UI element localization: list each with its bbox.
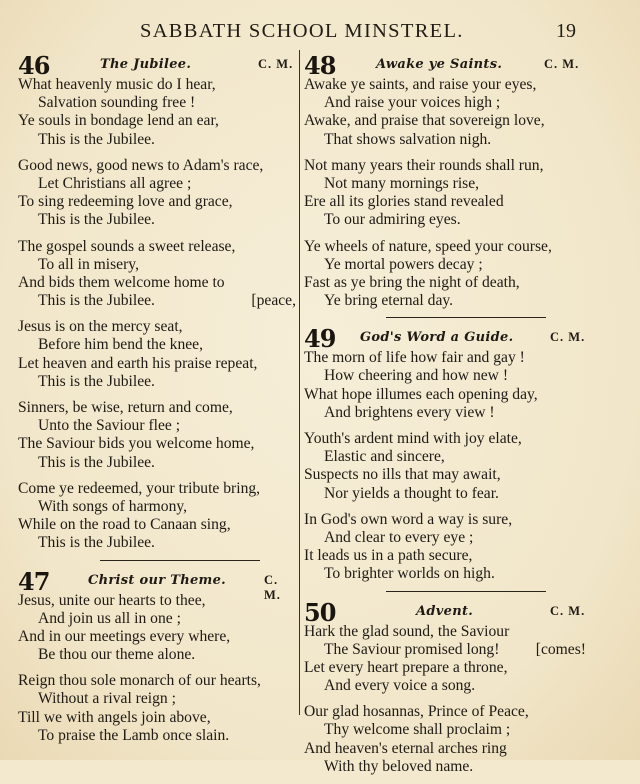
verse-line: Sinners, be wise, return and come, <box>18 399 233 416</box>
verse-line: Awake ye saints, and raise your eyes, <box>304 76 537 93</box>
stanza <box>304 511 586 584</box>
verse-line: Salvation sounding free ! <box>38 94 196 112</box>
verse-line: This is the Jubilee. <box>38 453 155 471</box>
verse-line: While on the road to Canaan sing, <box>18 516 231 534</box>
verse-line: Fast as ye bring the night of death, <box>304 273 520 291</box>
hymn-number: 46 <box>18 51 50 80</box>
hymn-number: 47 <box>18 566 50 596</box>
verse-line-with-turnover <box>304 641 586 659</box>
verse-line: To sing redeeming love and grace, <box>18 193 233 211</box>
stanza <box>18 76 296 149</box>
right-column <box>304 52 586 784</box>
stanza <box>304 349 586 422</box>
verse-line: It leads us in a path secure, <box>304 547 473 565</box>
verse-line: Awake, and praise that sovereign love, <box>304 112 545 130</box>
stanza <box>18 672 296 745</box>
verse-line: And heaven's eternal arches ring <box>304 739 507 757</box>
verse-line: Without a rival reign ; <box>38 690 176 708</box>
verse-line: Ye mortal powers decay ; <box>324 255 483 273</box>
hymn-title: Advent. <box>416 603 474 619</box>
left-column <box>18 52 296 753</box>
verse-line: In God's own word a way is sure, <box>304 510 513 528</box>
hymn-number: 48 <box>304 51 336 80</box>
verse-line: Be thou our theme alone. <box>38 646 196 664</box>
verse-line: Come ye redeemed, your tribute bring, <box>18 479 261 497</box>
hymn-separator <box>386 317 546 318</box>
page-number: 19 <box>556 20 576 42</box>
stanza <box>18 592 296 665</box>
verse-line: To praise the Lamb once slain. <box>38 726 230 744</box>
verse-text: The Saviour promised long! <box>324 640 500 658</box>
verse-line: The gospel sounds a sweet release, <box>18 237 236 255</box>
verse-line: Ere all its glories stand revealed <box>304 193 504 211</box>
stanza <box>18 157 296 230</box>
stanza <box>18 399 296 472</box>
verse-line: Good news, good news to Adam's race, <box>18 156 264 174</box>
verse-line: What hope illumes each opening day, <box>304 385 538 403</box>
verse-line: Let every heart prepare a throne, <box>304 658 508 676</box>
verse-line: With thy beloved name. <box>324 757 474 775</box>
verse-line: Not many years their rounds shall run, <box>304 156 544 174</box>
verse-line: Thy welcome shall proclaim ; <box>324 721 511 739</box>
verse-line: With songs of harmony, <box>38 497 188 515</box>
verse-line: Till we with angels join above, <box>18 708 211 726</box>
running-title: SABBATH SCHOOL MINSTREL. <box>140 20 464 42</box>
hymn-number: 49 <box>304 324 336 354</box>
hymn-49 <box>304 325 586 583</box>
verse-line: Let Christians all agree ; <box>38 174 192 192</box>
verse-line: The Saviour bids you welcome home, <box>18 435 255 453</box>
stanza <box>18 480 296 553</box>
hymn-separator <box>386 591 546 592</box>
column-divider <box>299 50 300 715</box>
stanza <box>304 238 586 311</box>
verse-line: This is the Jubilee. <box>38 534 155 552</box>
verse-line: Unto the Saviour flee ; <box>38 417 181 435</box>
verse-line: Jesus is on the mercy seat, <box>18 318 183 336</box>
verse-line: Reign thou sole monarch of our hearts, <box>18 672 261 690</box>
verse-line: To all in misery, <box>38 255 139 273</box>
verse-line: This is the Jubilee. <box>38 130 155 148</box>
verse-text: This is the Jubilee. <box>38 292 155 310</box>
hymn-title: Christ our Theme. <box>88 572 226 588</box>
verse-line-with-turnover <box>18 292 296 310</box>
verse-line: And brightens every view ! <box>324 403 495 421</box>
stanza <box>304 623 586 696</box>
stanza <box>18 238 296 311</box>
verse-line: Elastic and sincere, <box>324 448 445 466</box>
verse-line: Nor yields a thought to fear. <box>324 484 499 502</box>
verse-line: Suspects no ills that may await, <box>304 466 501 484</box>
hymn-50 <box>304 599 586 777</box>
turnover-word: [peace, <box>251 292 296 310</box>
hymn-header <box>304 597 586 627</box>
verse-line: And clear to every eye ; <box>324 528 474 546</box>
verse-line: And every voice a song. <box>324 677 476 695</box>
verse-line: Before him bend the knee, <box>38 336 203 354</box>
stanza <box>304 157 586 230</box>
hymn-meter: C. M. <box>550 603 586 618</box>
hymn-meter: C. M. <box>544 57 580 71</box>
hymn-separator <box>100 560 260 561</box>
verse-line: How cheering and how new ! <box>324 367 509 385</box>
verse-line: What heavenly music do I hear, <box>18 76 216 93</box>
hymn-meter: C. M. <box>258 57 294 71</box>
stanza <box>304 430 586 503</box>
verse-line: Our glad hosannas, Prince of Peace, <box>304 703 529 721</box>
turnover-word: [comes! <box>535 640 586 658</box>
verse-line: The morn of life how fair and gay ! <box>304 349 525 367</box>
hymn-number: 50 <box>304 597 336 627</box>
hymn-header <box>304 324 586 354</box>
verse-line: Ye bring eternal day. <box>324 292 454 310</box>
verse-line: To brighter worlds on high. <box>324 565 495 583</box>
hymn-meter: C. M. <box>550 330 586 345</box>
verse-line: Youth's ardent mind with joy elate, <box>304 430 522 447</box>
verse-line: And join us all in one ; <box>38 609 181 627</box>
hymn-header <box>18 51 296 80</box>
verse-line: And raise your voices high ; <box>324 94 501 112</box>
verse-line: Let heaven and earth his praise repeat, <box>18 354 258 372</box>
hymn-title: God's Word a Guide. <box>360 330 514 346</box>
verse-line: And in our meetings every where, <box>18 627 231 645</box>
verse-line: Hark the glad sound, the Saviour <box>304 622 510 640</box>
verse-line: This is the Jubilee. <box>38 211 155 229</box>
stanza <box>18 318 296 391</box>
verse-line: That shows salvation nigh. <box>324 130 492 148</box>
hymn-46 <box>18 52 296 553</box>
verse-line: Ye wheels of nature, speed your course, <box>304 237 552 255</box>
hymn-meter: C. M. <box>264 572 281 602</box>
running-head <box>0 20 640 44</box>
verse-line: Jesus, unite our hearts to thee, <box>18 591 206 609</box>
verse-line: This is the Jubilee. <box>38 372 155 390</box>
verse-line: Not many mornings rise, <box>324 174 480 192</box>
hymn-47 <box>18 568 296 746</box>
stanza <box>304 76 586 149</box>
hymn-header <box>304 51 586 80</box>
verse-line: Ye souls in bondage lend an ear, <box>18 112 219 130</box>
stanza <box>304 703 586 776</box>
hymn-title: Awake ye Saints. <box>376 57 503 72</box>
verse-line: And bids them welcome home to <box>18 273 225 291</box>
hymn-48 <box>304 52 586 310</box>
verse-line: To our admiring eyes. <box>324 211 461 229</box>
hymn-title: The Jubilee. <box>100 57 192 72</box>
